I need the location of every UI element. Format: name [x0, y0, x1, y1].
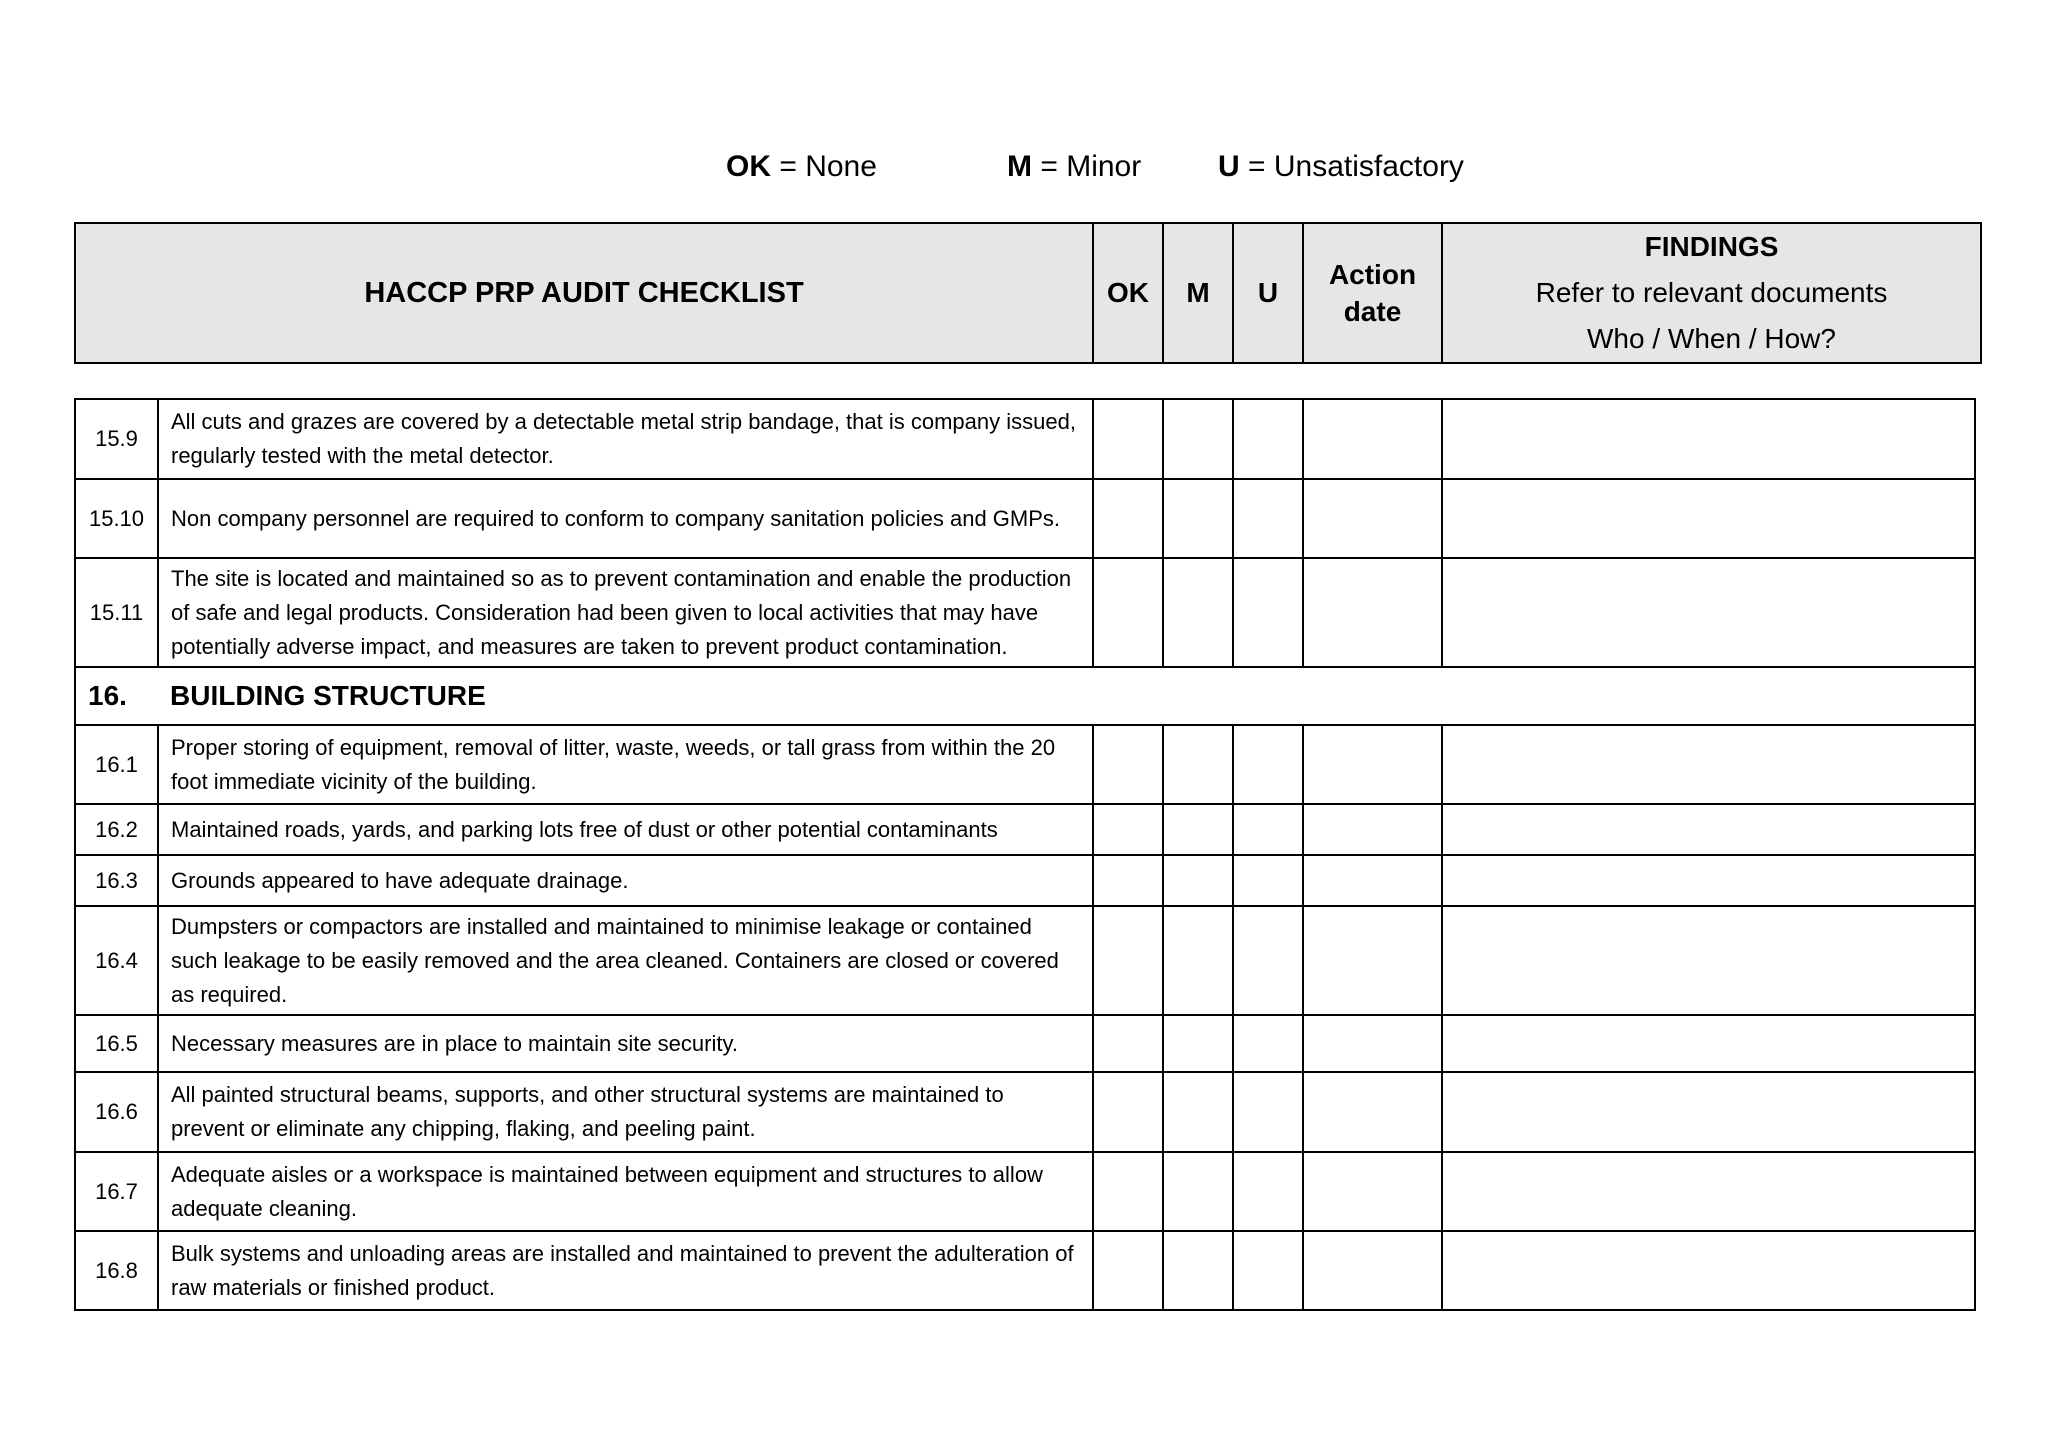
- checklist-header: [74, 222, 1982, 364]
- action-date-cell[interactable]: [1303, 1072, 1442, 1152]
- checklist-title: HACCP PRP AUDIT CHECKLIST: [75, 223, 1093, 363]
- action-date-cell[interactable]: [1303, 855, 1442, 906]
- item-text: Grounds appeared to have adequate drainage.: [158, 855, 1093, 906]
- minor-cell[interactable]: [1163, 1152, 1233, 1231]
- item-number: 16.7: [75, 1152, 158, 1231]
- action-date-cell[interactable]: [1303, 906, 1442, 1015]
- item-number: 16.3: [75, 855, 158, 906]
- item-text: Bulk systems and unloading areas are installed and maintained to prevent the adulteration of raw materials or finished product.: [158, 1231, 1093, 1310]
- action-date-cell[interactable]: [1303, 1152, 1442, 1231]
- ok-cell[interactable]: [1093, 1072, 1163, 1152]
- minor-cell[interactable]: [1163, 855, 1233, 906]
- table-row: [75, 399, 1975, 479]
- item-number: 16.1: [75, 725, 158, 804]
- checklist-body: [74, 398, 1976, 1311]
- item-text: All cuts and grazes are covered by a detectable metal strip bandage, that is company issued, regularly tested with the metal detector.: [158, 399, 1093, 479]
- ok-cell[interactable]: [1093, 399, 1163, 479]
- unsatisfactory-cell[interactable]: [1233, 479, 1303, 558]
- unsatisfactory-cell[interactable]: [1233, 1015, 1303, 1072]
- findings-cell[interactable]: [1442, 1152, 1975, 1231]
- column-ok: OK: [1093, 223, 1163, 363]
- table-row: [75, 1015, 1975, 1072]
- table-row: [75, 906, 1975, 1015]
- rating-legend: [0, 150, 2048, 198]
- column-action-date: Action date: [1303, 223, 1442, 363]
- minor-cell[interactable]: [1163, 1015, 1233, 1072]
- findings-cell[interactable]: [1442, 804, 1975, 855]
- table-row: [75, 1072, 1975, 1152]
- item-text: Proper storing of equipment, removal of litter, waste, weeds, or tall grass from within the 20 foot immediate vicinity of the building.: [158, 725, 1093, 804]
- action-date-cell[interactable]: [1303, 479, 1442, 558]
- item-number: 16.6: [75, 1072, 158, 1152]
- column-findings: FINDINGS Refer to relevant documents Who / When / How?: [1442, 223, 1981, 363]
- ok-cell[interactable]: [1093, 1231, 1163, 1310]
- ok-cell[interactable]: [1093, 725, 1163, 804]
- item-text: Adequate aisles or a workspace is maintained between equipment and structures to allow adequate cleaning.: [158, 1152, 1093, 1231]
- minor-cell[interactable]: [1163, 558, 1233, 667]
- findings-cell[interactable]: [1442, 479, 1975, 558]
- ok-cell[interactable]: [1093, 558, 1163, 667]
- unsatisfactory-cell[interactable]: [1233, 1152, 1303, 1231]
- action-date-cell[interactable]: [1303, 804, 1442, 855]
- findings-cell[interactable]: [1442, 558, 1975, 667]
- minor-cell[interactable]: [1163, 1231, 1233, 1310]
- item-text: Non company personnel are required to conform to company sanitation policies and GMPs.: [158, 479, 1093, 558]
- section-number: 16.: [75, 667, 158, 725]
- action-date-cell[interactable]: [1303, 399, 1442, 479]
- item-number: 16.8: [75, 1231, 158, 1310]
- unsatisfactory-cell[interactable]: [1233, 855, 1303, 906]
- legend-unsatisfactory: U = Unsatisfactory: [1218, 150, 1464, 183]
- table-row: [75, 1152, 1975, 1231]
- findings-cell[interactable]: [1442, 399, 1975, 479]
- item-number: 16.4: [75, 906, 158, 1015]
- findings-cell[interactable]: [1442, 725, 1975, 804]
- unsatisfactory-cell[interactable]: [1233, 725, 1303, 804]
- column-minor: M: [1163, 223, 1233, 363]
- action-date-cell[interactable]: [1303, 558, 1442, 667]
- item-text: Necessary measures are in place to maintain site security.: [158, 1015, 1093, 1072]
- table-row: [75, 479, 1975, 558]
- unsatisfactory-cell[interactable]: [1233, 1072, 1303, 1152]
- ok-cell[interactable]: [1093, 804, 1163, 855]
- minor-cell[interactable]: [1163, 399, 1233, 479]
- item-number: 15.10: [75, 479, 158, 558]
- table-row: [75, 1231, 1975, 1310]
- ok-cell[interactable]: [1093, 1152, 1163, 1231]
- item-text: Dumpsters or compactors are installed and maintained to minimise leakage or contained such leakage to be easily removed and the area cleaned. Containers are closed or covered as required.: [158, 906, 1093, 1015]
- action-date-cell[interactable]: [1303, 725, 1442, 804]
- item-number: 15.9: [75, 399, 158, 479]
- findings-cell[interactable]: [1442, 1015, 1975, 1072]
- minor-cell[interactable]: [1163, 725, 1233, 804]
- findings-cell[interactable]: [1442, 906, 1975, 1015]
- minor-cell[interactable]: [1163, 1072, 1233, 1152]
- findings-cell[interactable]: [1442, 855, 1975, 906]
- item-number: 16.2: [75, 804, 158, 855]
- ok-cell[interactable]: [1093, 479, 1163, 558]
- column-unsatisfactory: U: [1233, 223, 1303, 363]
- item-text: The site is located and maintained so as to prevent contamination and enable the production of safe and legal products. Consideration had been given to local activities that may have potentially adverse impact, and measures are taken to prevent product contamination.: [158, 558, 1093, 667]
- item-number: 15.11: [75, 558, 158, 667]
- ok-cell[interactable]: [1093, 1015, 1163, 1072]
- ok-cell[interactable]: [1093, 906, 1163, 1015]
- action-date-cell[interactable]: [1303, 1015, 1442, 1072]
- unsatisfactory-cell[interactable]: [1233, 906, 1303, 1015]
- findings-cell[interactable]: [1442, 1072, 1975, 1152]
- table-row: [75, 804, 1975, 855]
- item-text: All painted structural beams, supports, and other structural systems are maintained to prevent or eliminate any chipping, flaking, and peeling paint.: [158, 1072, 1093, 1152]
- table-row: [75, 725, 1975, 804]
- item-number: 16.5: [75, 1015, 158, 1072]
- section-title: BUILDING STRUCTURE: [158, 667, 1975, 725]
- table-row: [75, 855, 1975, 906]
- unsatisfactory-cell[interactable]: [1233, 804, 1303, 855]
- unsatisfactory-cell[interactable]: [1233, 558, 1303, 667]
- ok-cell[interactable]: [1093, 855, 1163, 906]
- legend-ok: OK = None: [726, 150, 877, 183]
- minor-cell[interactable]: [1163, 804, 1233, 855]
- unsatisfactory-cell[interactable]: [1233, 399, 1303, 479]
- minor-cell[interactable]: [1163, 479, 1233, 558]
- findings-cell[interactable]: [1442, 1231, 1975, 1310]
- unsatisfactory-cell[interactable]: [1233, 1231, 1303, 1310]
- legend-minor: M = Minor: [1007, 150, 1142, 183]
- section-row: [75, 667, 1975, 725]
- action-date-cell[interactable]: [1303, 1231, 1442, 1310]
- minor-cell[interactable]: [1163, 906, 1233, 1015]
- table-row: [75, 558, 1975, 667]
- item-text: Maintained roads, yards, and parking lots free of dust or other potential contaminants: [158, 804, 1093, 855]
